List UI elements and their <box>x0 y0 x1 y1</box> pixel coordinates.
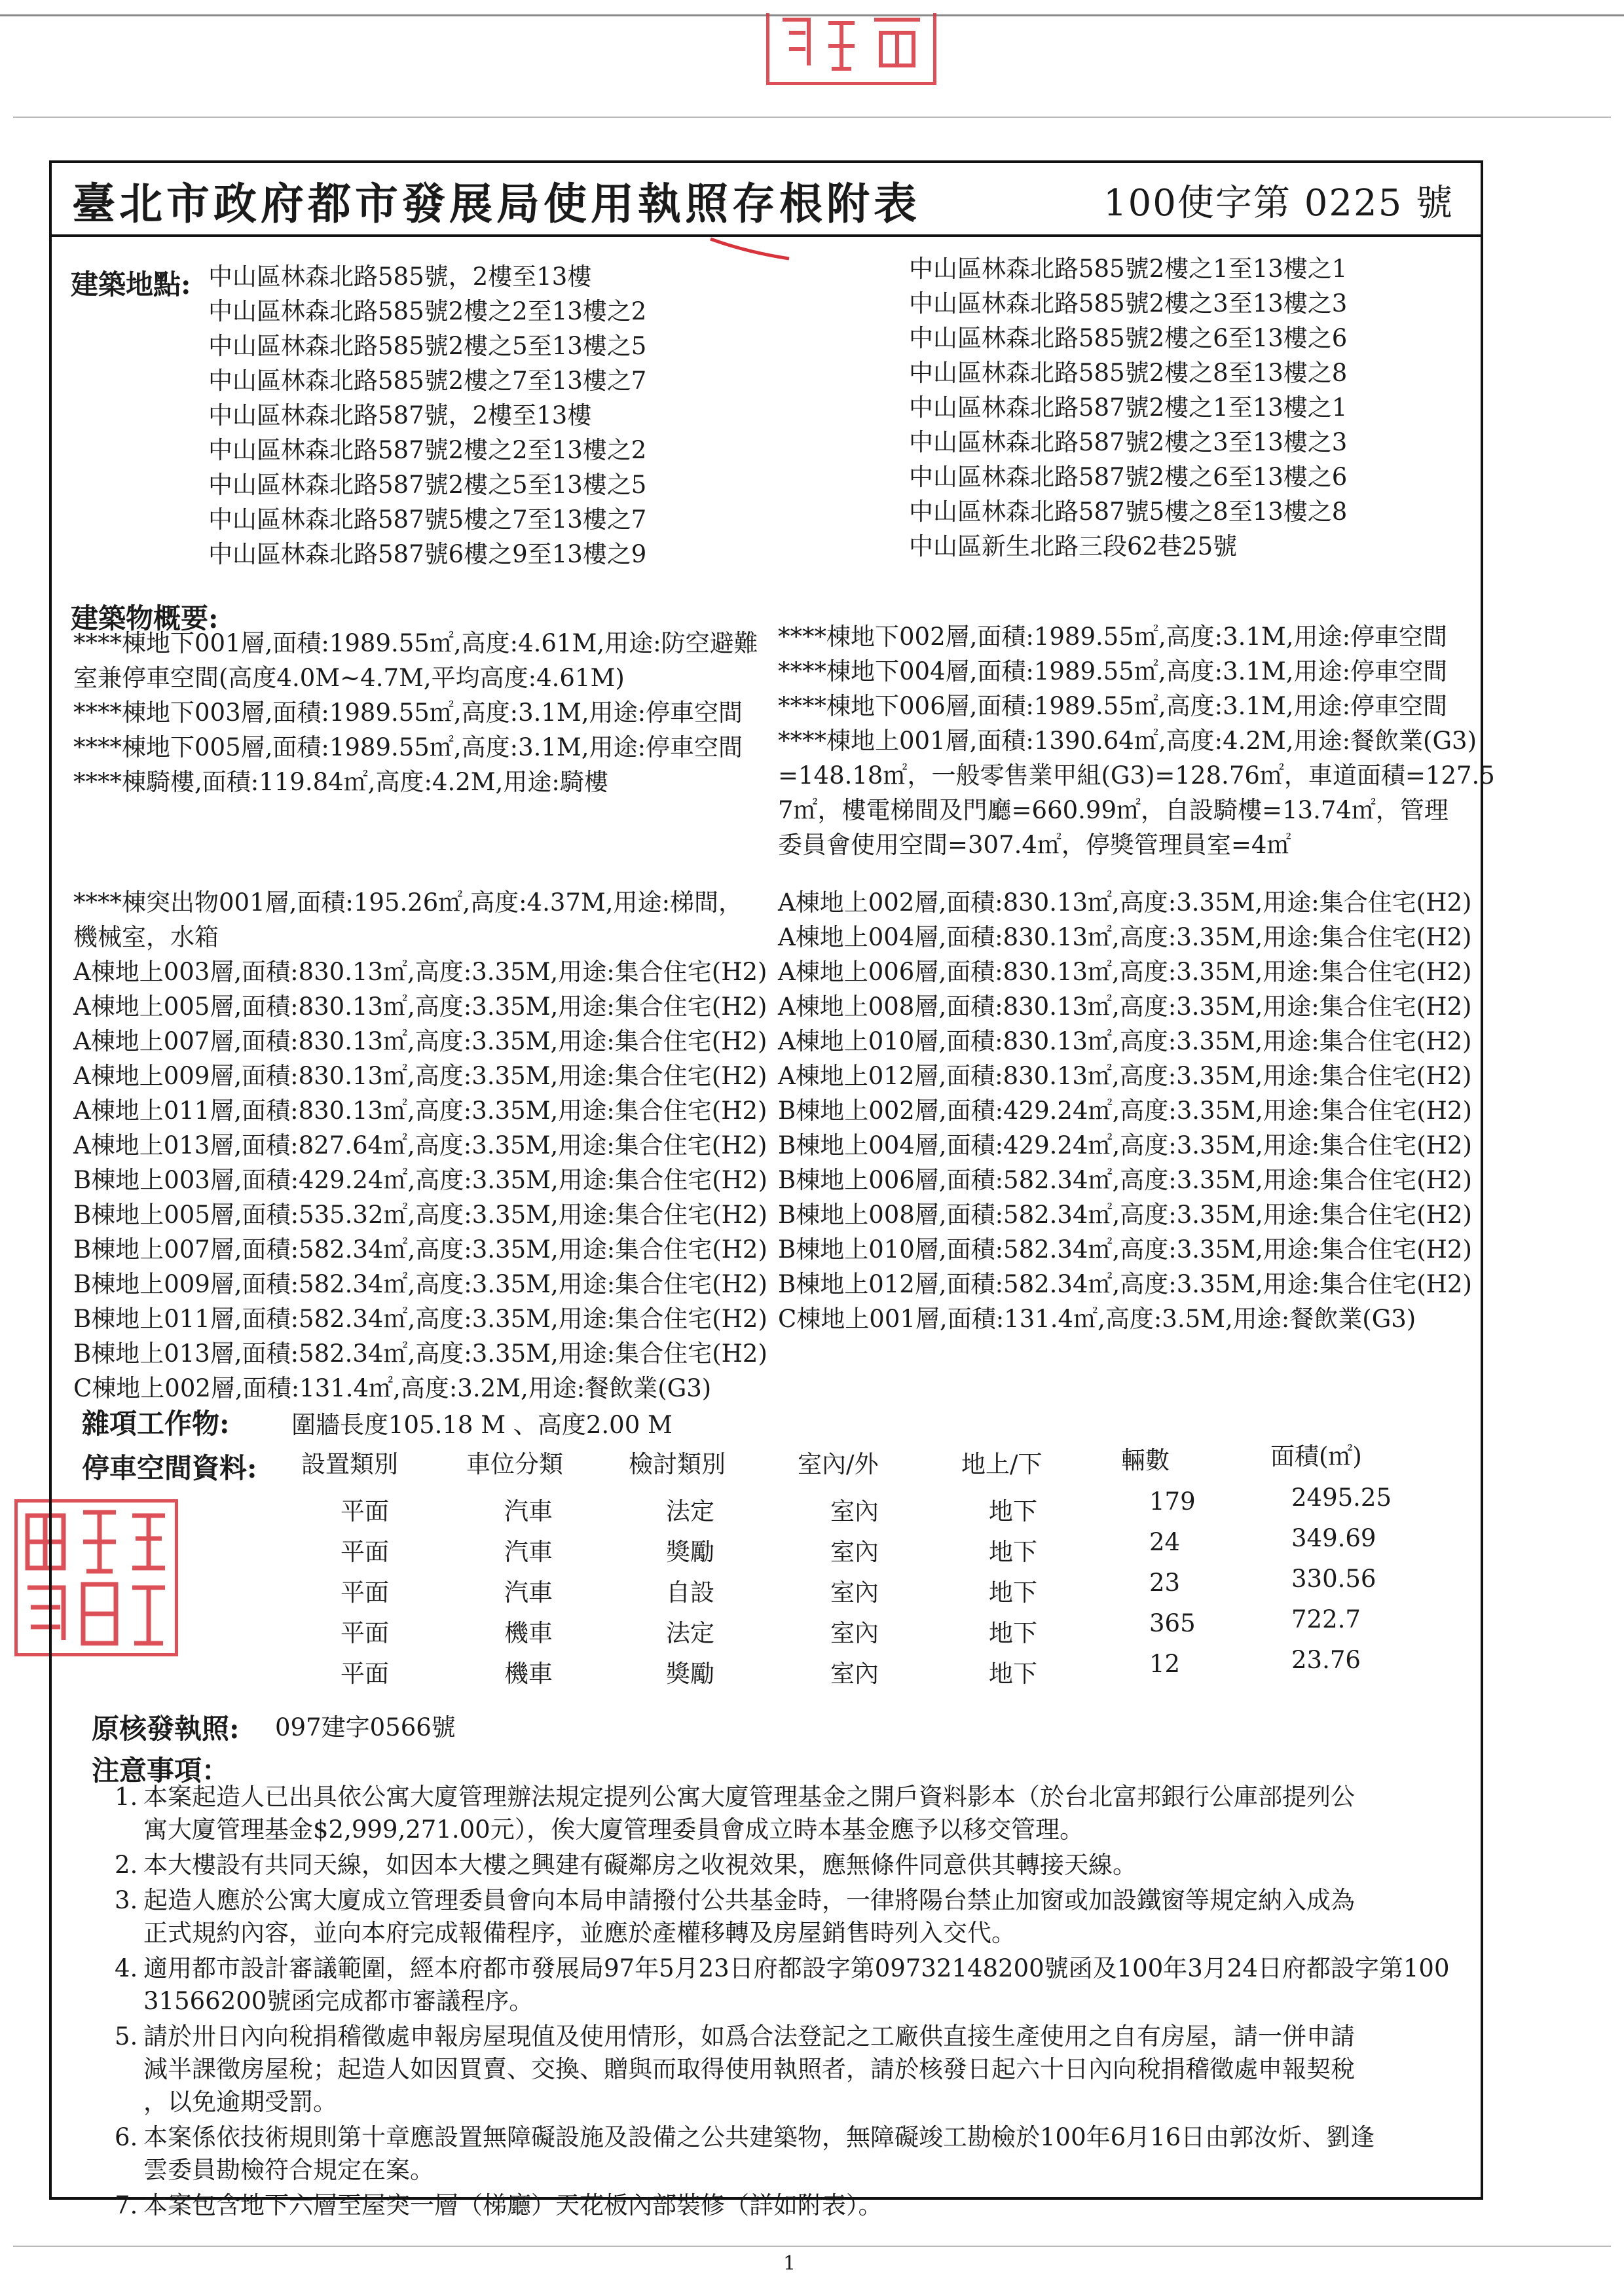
note-line: 本案起造人已出具依公寓大廈管理辦法規定提列公寓大廈管理基金之開戶資料影本（於台北富邦銀行公庫部提列公 <box>143 1783 1355 1811</box>
floor-entry: A棟地上012層,面積:830.13㎡,高度:3.35M,用途:集合住宅(H2) <box>778 1062 1472 1090</box>
summary-label: 建築物概要: <box>71 602 219 634</box>
parking-cell: 法定 <box>666 1497 714 1525</box>
parking-cell: 機車 <box>504 1660 553 1688</box>
parking-cell: 地下 <box>989 1660 1037 1688</box>
summary-block2-left <box>73 885 767 1406</box>
address-line: 中山區林森北路587號2樓之3至13樓之3 <box>909 428 1348 456</box>
floor-entry: B棟地上006層,面積:582.34㎡,高度:3.35M,用途:集合住宅(H2) <box>778 1166 1472 1194</box>
parking-cell: 地下 <box>989 1538 1037 1566</box>
parking-cell: 23.76 <box>1291 1646 1361 1674</box>
parking-cell: 自設 <box>666 1578 714 1607</box>
address-right-list <box>909 251 1347 564</box>
address-line: 中山區林森北路585號2樓之3至13樓之3 <box>909 289 1348 318</box>
parking-cell: 獎勵 <box>666 1660 714 1688</box>
note-number: 6. <box>115 2123 138 2151</box>
parking-header-indoor-outdoor: 室內/外 <box>798 1450 879 1478</box>
address-label: 建築地點: <box>71 268 191 301</box>
note-line: 減半課徵房屋稅；起造人如因買賣、交換、贈與而取得使用執照者，請於核發日起六十日內向稅捐稽徵處申報契稅 <box>143 2055 1355 2083</box>
document-title: 臺北市政府都市發展局使用執照存根附表 <box>72 178 921 229</box>
sheet-edge-lower <box>13 2246 1611 2247</box>
floor-entry: ****棟地下002層,面積:1989.55㎡,高度:3.1M,用途:停車空間 <box>778 623 1448 651</box>
parking-cell: 地下 <box>989 1619 1037 1647</box>
floor-entry: A棟地上002層,面積:830.13㎡,高度:3.35M,用途:集合住宅(H2) <box>778 888 1472 917</box>
parking-header-above-below: 地上/下 <box>961 1450 1043 1478</box>
parking-label: 停車空間資料: <box>82 1452 257 1484</box>
floor-entry: A棟地上007層,面積:830.13㎡,高度:3.35M,用途:集合住宅(H2) <box>73 1027 767 1055</box>
floor-entry: B棟地上004層,面積:429.24㎡,高度:3.35M,用途:集合住宅(H2) <box>778 1131 1472 1159</box>
address-line: 中山區林森北路587號5樓之7至13樓之7 <box>208 505 647 534</box>
permit-number: 100使字第 0225 號 <box>1103 182 1454 225</box>
note-line: 寓大廈管理基金$2,999,271.00元），俟大廈管理委員會成立時本基金應予以移交管理。 <box>143 1815 1084 1844</box>
floor-entry: B棟地上011層,面積:582.34㎡,高度:3.35M,用途:集合住宅(H2) <box>73 1305 767 1333</box>
floor-entry: B棟地上009層,面積:582.34㎡,高度:3.35M,用途:集合住宅(H2) <box>73 1270 767 1298</box>
parking-header-review-type: 檢討類別 <box>629 1450 726 1478</box>
note-line: 本案包含地下六層至屋突一層（梯廳）天花板內部裝修（詳如附表）。 <box>143 2191 883 2219</box>
original-permit-label: 原核發執照: <box>92 1713 240 1745</box>
floor-entry: 室兼停車空間(高度4.0M~4.7M,平均高度:4.61M) <box>73 664 625 692</box>
address-line: 中山區新生北路三段62巷25號 <box>909 532 1238 560</box>
floor-entry: =148.18㎡，一般零售業甲組(G3)=128.76㎡，車道面積=127.5 <box>778 761 1495 790</box>
parking-cell: 室內 <box>830 1497 879 1525</box>
red-seal-stamp-top <box>766 13 936 85</box>
note-item <box>115 2189 1450 2222</box>
note-line: 雲委員勘檢符合規定在案。 <box>143 2156 434 2184</box>
parking-cell: 地下 <box>989 1578 1037 1607</box>
parking-cell: 汽車 <box>504 1578 553 1607</box>
parking-cell: 平面 <box>341 1578 389 1607</box>
note-line: ，以免逾期受罰。 <box>143 2088 337 2116</box>
parking-cell: 349.69 <box>1291 1524 1376 1552</box>
note-line: 起造人應於公寓大廈成立管理委員會向本局申請撥付公共基金時，一律將陽台禁止加窗或加設鐵窗等規定納入成為 <box>143 1886 1355 1914</box>
floor-entry: A棟地上003層,面積:830.13㎡,高度:3.35M,用途:集合住宅(H2) <box>73 958 767 986</box>
address-line: 中山區林森北路587號2樓之2至13樓之2 <box>208 436 647 464</box>
floor-entry: B棟地上012層,面積:582.34㎡,高度:3.35M,用途:集合住宅(H2) <box>778 1270 1472 1298</box>
parking-cell: 獎勵 <box>666 1538 714 1566</box>
address-line: 中山區林森北路585號，2樓至13樓 <box>208 263 592 291</box>
parking-cell: 室內 <box>830 1660 879 1688</box>
page-number: 1 <box>783 2252 796 2275</box>
title-divider <box>49 234 1483 237</box>
address-left-list <box>208 259 646 572</box>
misc-works-label: 雜項工作物: <box>82 1408 230 1440</box>
parking-cell: 平面 <box>341 1660 389 1688</box>
floor-entry: B棟地上008層,面積:582.34㎡,高度:3.35M,用途:集合住宅(H2) <box>778 1201 1472 1229</box>
floor-entry: A棟地上010層,面積:830.13㎡,高度:3.35M,用途:集合住宅(H2) <box>778 1027 1472 1055</box>
floor-entry: ****棟騎樓,面積:119.84㎡,高度:4.2M,用途:騎樓 <box>73 768 608 796</box>
note-item <box>115 1781 1450 1846</box>
floor-entry: A棟地上004層,面積:830.13㎡,高度:3.35M,用途:集合住宅(H2) <box>778 923 1472 951</box>
parking-cell: 機車 <box>504 1619 553 1647</box>
floor-entry: ****棟地下004層,面積:1989.55㎡,高度:3.1M,用途:停車空間 <box>778 657 1448 685</box>
address-line: 中山區林森北路587號6樓之9至13樓之9 <box>208 540 647 568</box>
summary-block2-right <box>778 885 1472 1336</box>
note-line: 本大樓設有共同天線，如因本大樓之興建有礙鄰房之收視效果，應無條件同意供其轉接天線。 <box>143 1851 1137 1879</box>
note-item <box>115 2020 1450 2119</box>
address-line: 中山區林森北路585號2樓之6至13樓之6 <box>909 324 1348 352</box>
note-item <box>115 1849 1450 1882</box>
parking-cell: 179 <box>1149 1487 1196 1516</box>
note-number: 7. <box>115 2191 138 2219</box>
parking-cell: 365 <box>1149 1609 1196 1637</box>
note-line: 31566200號函完成都市審議程序。 <box>143 1987 534 2015</box>
floor-entry: ****棟地下005層,面積:1989.55㎡,高度:3.1M,用途:停車空間 <box>73 733 743 761</box>
address-line: 中山區林森北路585號2樓之7至13樓之7 <box>208 367 647 395</box>
parking-cell: 地下 <box>989 1497 1037 1525</box>
address-line: 中山區林森北路585號2樓之1至13樓之1 <box>909 255 1348 283</box>
note-number: 1. <box>115 1783 138 1811</box>
parking-cell: 平面 <box>341 1538 389 1566</box>
parking-cell: 722.7 <box>1291 1605 1361 1633</box>
parking-cell: 汽車 <box>504 1538 553 1566</box>
parking-header-space-type: 車位分類 <box>466 1450 563 1478</box>
floor-entry: A棟地上011層,面積:830.13㎡,高度:3.35M,用途:集合住宅(H2) <box>73 1097 767 1125</box>
floor-entry: 委員會使用空間=307.4㎡，停獎管理員室=4㎡ <box>778 831 1291 859</box>
address-line: 中山區林森北路587號2樓之5至13樓之5 <box>208 471 647 499</box>
floor-entry: C棟地上002層,面積:131.4㎡,高度:3.2M,用途:餐飲業(G3) <box>73 1374 712 1402</box>
floor-entry: 機械室，水箱 <box>73 923 219 951</box>
floor-entry: B棟地上002層,面積:429.24㎡,高度:3.35M,用途:集合住宅(H2) <box>778 1097 1472 1125</box>
note-line: 本案係依技術規則第十章應設置無障礙設施及設備之公共建築物，無障礙竣工勘檢於100年6月16日由郭汝炘、劉逢 <box>143 2123 1375 2151</box>
floor-entry: ****棟地下006層,面積:1989.55㎡,高度:3.1M,用途:停車空間 <box>778 692 1448 720</box>
summary-block1-left <box>73 626 758 799</box>
summary-block1-right <box>778 619 1495 862</box>
note-item <box>115 2121 1450 2187</box>
notes-list <box>115 1781 1450 2225</box>
floor-entry: ****棟地下001層,面積:1989.55㎡,高度:4.61M,用途:防空避難 <box>73 629 758 657</box>
parking-cell: 汽車 <box>504 1497 553 1525</box>
parking-cell: 24 <box>1149 1528 1181 1556</box>
address-line: 中山區林森北路587號2樓之6至13樓之6 <box>909 463 1348 491</box>
floor-entry: A棟地上008層,面積:830.13㎡,高度:3.35M,用途:集合住宅(H2) <box>778 993 1472 1021</box>
original-permit-value: 097建字0566號 <box>275 1713 456 1741</box>
parking-cell: 23 <box>1149 1569 1181 1597</box>
parking-cell: 平面 <box>341 1619 389 1647</box>
address-line: 中山區林森北路585號2樓之2至13樓之2 <box>208 297 647 325</box>
parking-cell: 12 <box>1149 1650 1181 1678</box>
parking-cell: 330.56 <box>1291 1565 1376 1593</box>
floor-entry: A棟地上006層,面積:830.13㎡,高度:3.35M,用途:集合住宅(H2) <box>778 958 1472 986</box>
address-line: 中山區林森北路587號2樓之1至13樓之1 <box>909 393 1348 422</box>
note-number: 4. <box>115 1954 138 1982</box>
floor-entry: A棟地上013層,面積:827.64㎡,高度:3.35M,用途:集合住宅(H2) <box>73 1131 767 1159</box>
parking-header-setup-type: 設置類別 <box>301 1450 398 1478</box>
floor-entry: 7㎡，樓電梯間及門廳=660.99㎡，自設騎樓=13.74㎡，管理 <box>778 796 1449 824</box>
floor-entry: B棟地上007層,面積:582.34㎡,高度:3.35M,用途:集合住宅(H2) <box>73 1235 767 1264</box>
parking-cell: 室內 <box>830 1578 879 1607</box>
floor-entry: B棟地上010層,面積:582.34㎡,高度:3.35M,用途:集合住宅(H2) <box>778 1235 1472 1264</box>
floor-entry: B棟地上013層,面積:582.34㎡,高度:3.35M,用途:集合住宅(H2) <box>73 1339 767 1368</box>
note-number: 5. <box>115 2022 138 2050</box>
parking-cell: 法定 <box>666 1619 714 1647</box>
address-line: 中山區林森北路587號，2樓至13樓 <box>208 401 592 429</box>
floor-entry: ****棟突出物001層,面積:195.26㎡,高度:4.37M,用途:梯間， <box>73 888 743 917</box>
note-line: 正式規約內容，並向本府完成報備程序，並應於產權移轉及房屋銷售時列入交代。 <box>143 1919 1016 1947</box>
floor-entry: C棟地上001層,面積:131.4㎡,高度:3.5M,用途:餐飲業(G3) <box>778 1305 1416 1333</box>
parking-cell: 室內 <box>830 1538 879 1566</box>
floor-entry: ****棟地下003層,面積:1989.55㎡,高度:3.1M,用途:停車空間 <box>73 699 743 727</box>
floor-entry: B棟地上005層,面積:535.32㎡,高度:3.35M,用途:集合住宅(H2) <box>73 1201 767 1229</box>
note-number: 3. <box>115 1886 138 1914</box>
floor-entry: A棟地上009層,面積:830.13㎡,高度:3.35M,用途:集合住宅(H2) <box>73 1062 767 1090</box>
note-line: 適用都市設計審議範圍，經本府都市發展局97年5月23日府都設字第09732148200號函及100年3月24日府都設字第100 <box>143 1954 1450 1982</box>
parking-cell: 2495.25 <box>1291 1484 1392 1512</box>
note-number: 2. <box>115 1851 138 1879</box>
note-line: 請於卅日內向稅捐稽徵處申報房屋現值及使用情形，如爲合法登記之工廠供直接生產使用之自有房屋，請一併申請 <box>143 2022 1355 2050</box>
floor-entry: ****棟地上001層,面積:1390.64㎡,高度:4.2M,用途:餐飲業(G3) <box>778 727 1477 755</box>
floor-entry: A棟地上005層,面積:830.13㎡,高度:3.35M,用途:集合住宅(H2) <box>73 993 767 1021</box>
parking-cell: 平面 <box>341 1497 389 1525</box>
notes-label: 注意事項： <box>92 1755 230 1787</box>
address-line: 中山區林森北路585號2樓之8至13樓之8 <box>909 359 1348 387</box>
address-line: 中山區林森北路585號2樓之5至13樓之5 <box>208 332 647 360</box>
parking-header-area: 面積(㎡) <box>1270 1442 1362 1470</box>
sheet-edge-upper <box>13 117 1611 118</box>
floor-entry: B棟地上003層,面積:429.24㎡,高度:3.35M,用途:集合住宅(H2) <box>73 1166 767 1194</box>
address-line: 中山區林森北路587號5樓之8至13樓之8 <box>909 498 1348 526</box>
note-item <box>115 1952 1450 2018</box>
parking-cell: 室內 <box>830 1619 879 1647</box>
note-item <box>115 1884 1450 1950</box>
misc-works-value: 圍牆長度105.18 M 、高度2.00 M <box>291 1411 673 1439</box>
parking-header-count: 輛數 <box>1121 1446 1170 1474</box>
